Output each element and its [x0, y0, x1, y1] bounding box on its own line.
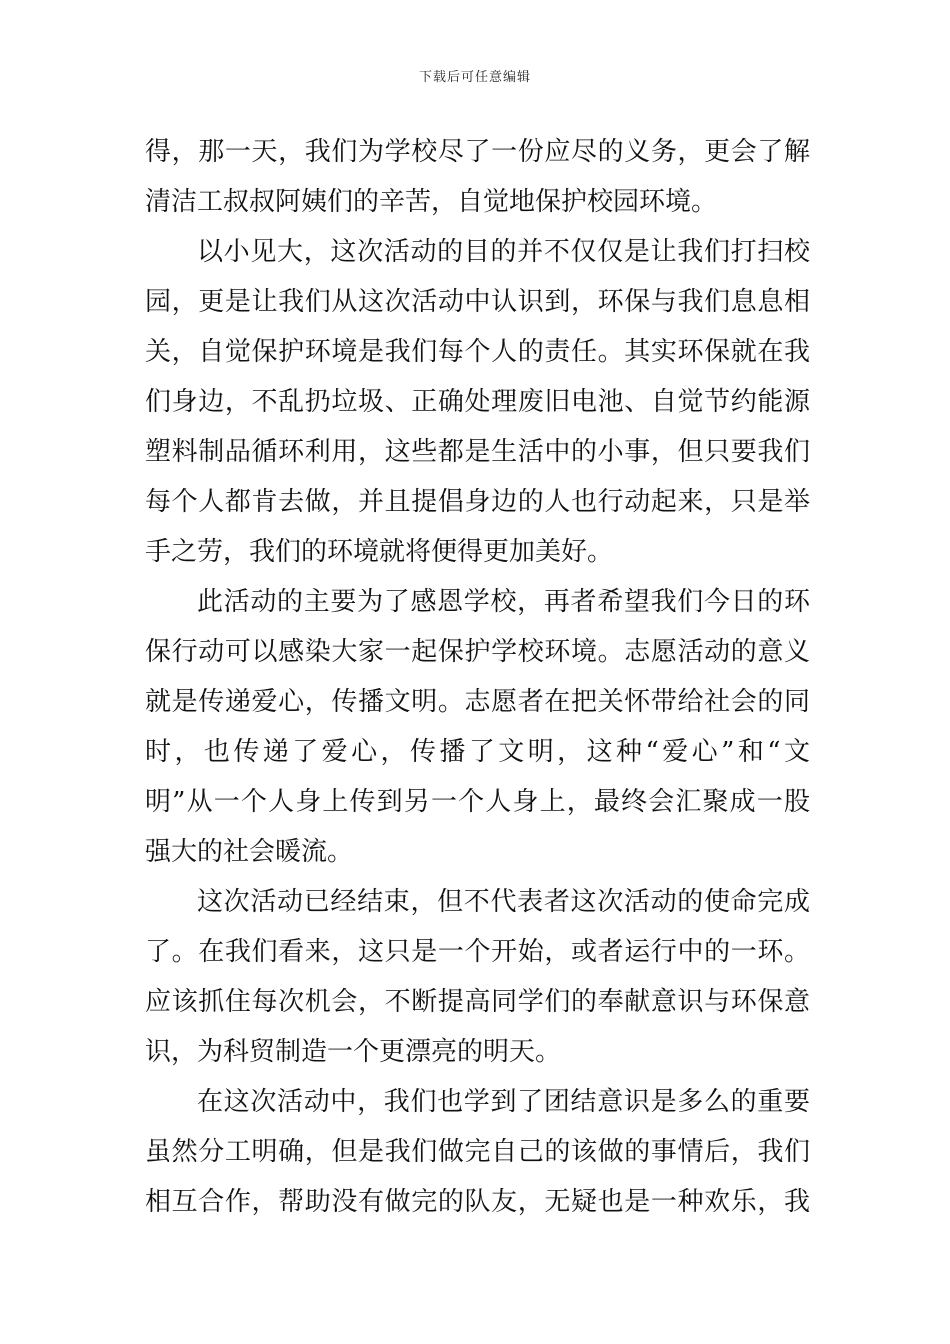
text-line: 每个人都肯去做，并且提倡身边的人也行动起来，只是举 — [145, 487, 810, 517]
text-line: 就是传递爱心，传播文明。志愿者在把关怀带给社会的同 — [145, 687, 810, 717]
text-line: 相互合作，帮助没有做完的队友，无疑也是一种欢乐，我 — [145, 1187, 810, 1217]
text-line: 保行动可以感染大家一起保护学校环境。志愿活动的意义 — [145, 637, 810, 667]
paragraph-first-line: 这次活动已经结束，但不代表者这次活动的使命完成 — [197, 887, 810, 917]
text-line: 了。在我们看来，这只是一个开始，或者运行中的一环。 — [145, 937, 810, 967]
text-line: 虽然分工明确，但是我们做完自己的该做的事情后，我们 — [145, 1137, 810, 1167]
document-body — [145, 127, 810, 1227]
paragraph-first-line: 在这次活动中，我们也学到了团结意识是多么的重要 — [197, 1087, 810, 1117]
text-line: 明”从一个人身上传到另一个人身上，最终会汇聚成一股 — [145, 787, 810, 817]
text-line: 得，那一天，我们为学校尽了一份应尽的义务，更会了解 — [145, 137, 810, 167]
text-line: 们身边，不乱扔垃圾、正确处理废旧电池、自觉节约能源 — [145, 387, 810, 417]
text-line: 手之劳，我们的环境就将便得更加美好。 — [145, 537, 614, 567]
text-line: 时，也传递了爱心，传播了文明，这种“爱心”和“文 — [145, 737, 810, 767]
text-line: 清洁工叔叔阿姨们的辛苦，自觉地保护校园环境。 — [145, 187, 718, 217]
text-line: 应该抓住每次机会，不断提高同学们的奉献意识与环保意 — [145, 987, 810, 1017]
page-header: 下载后可任意编辑 — [418, 70, 531, 85]
text-line: 塑料制品循环利用，这些都是生活中的小事，但只要我们 — [145, 437, 810, 467]
text-line: 识，为科贸制造一个更漂亮的明天。 — [145, 1037, 562, 1067]
text-line: 关，自觉保护环境是我们每个人的责任。其实环保就在我 — [145, 337, 810, 367]
text-line: 园，更是让我们从这次活动中认识到，环保与我们息息相 — [145, 287, 810, 317]
paragraph-first-line: 以小见大，这次活动的目的并不仅仅是让我们打扫校 — [197, 237, 810, 267]
text-line: 强大的社会暖流。 — [145, 837, 354, 867]
paragraph-first-line: 此活动的主要为了感恩学校，再者希望我们今日的环 — [197, 587, 810, 617]
